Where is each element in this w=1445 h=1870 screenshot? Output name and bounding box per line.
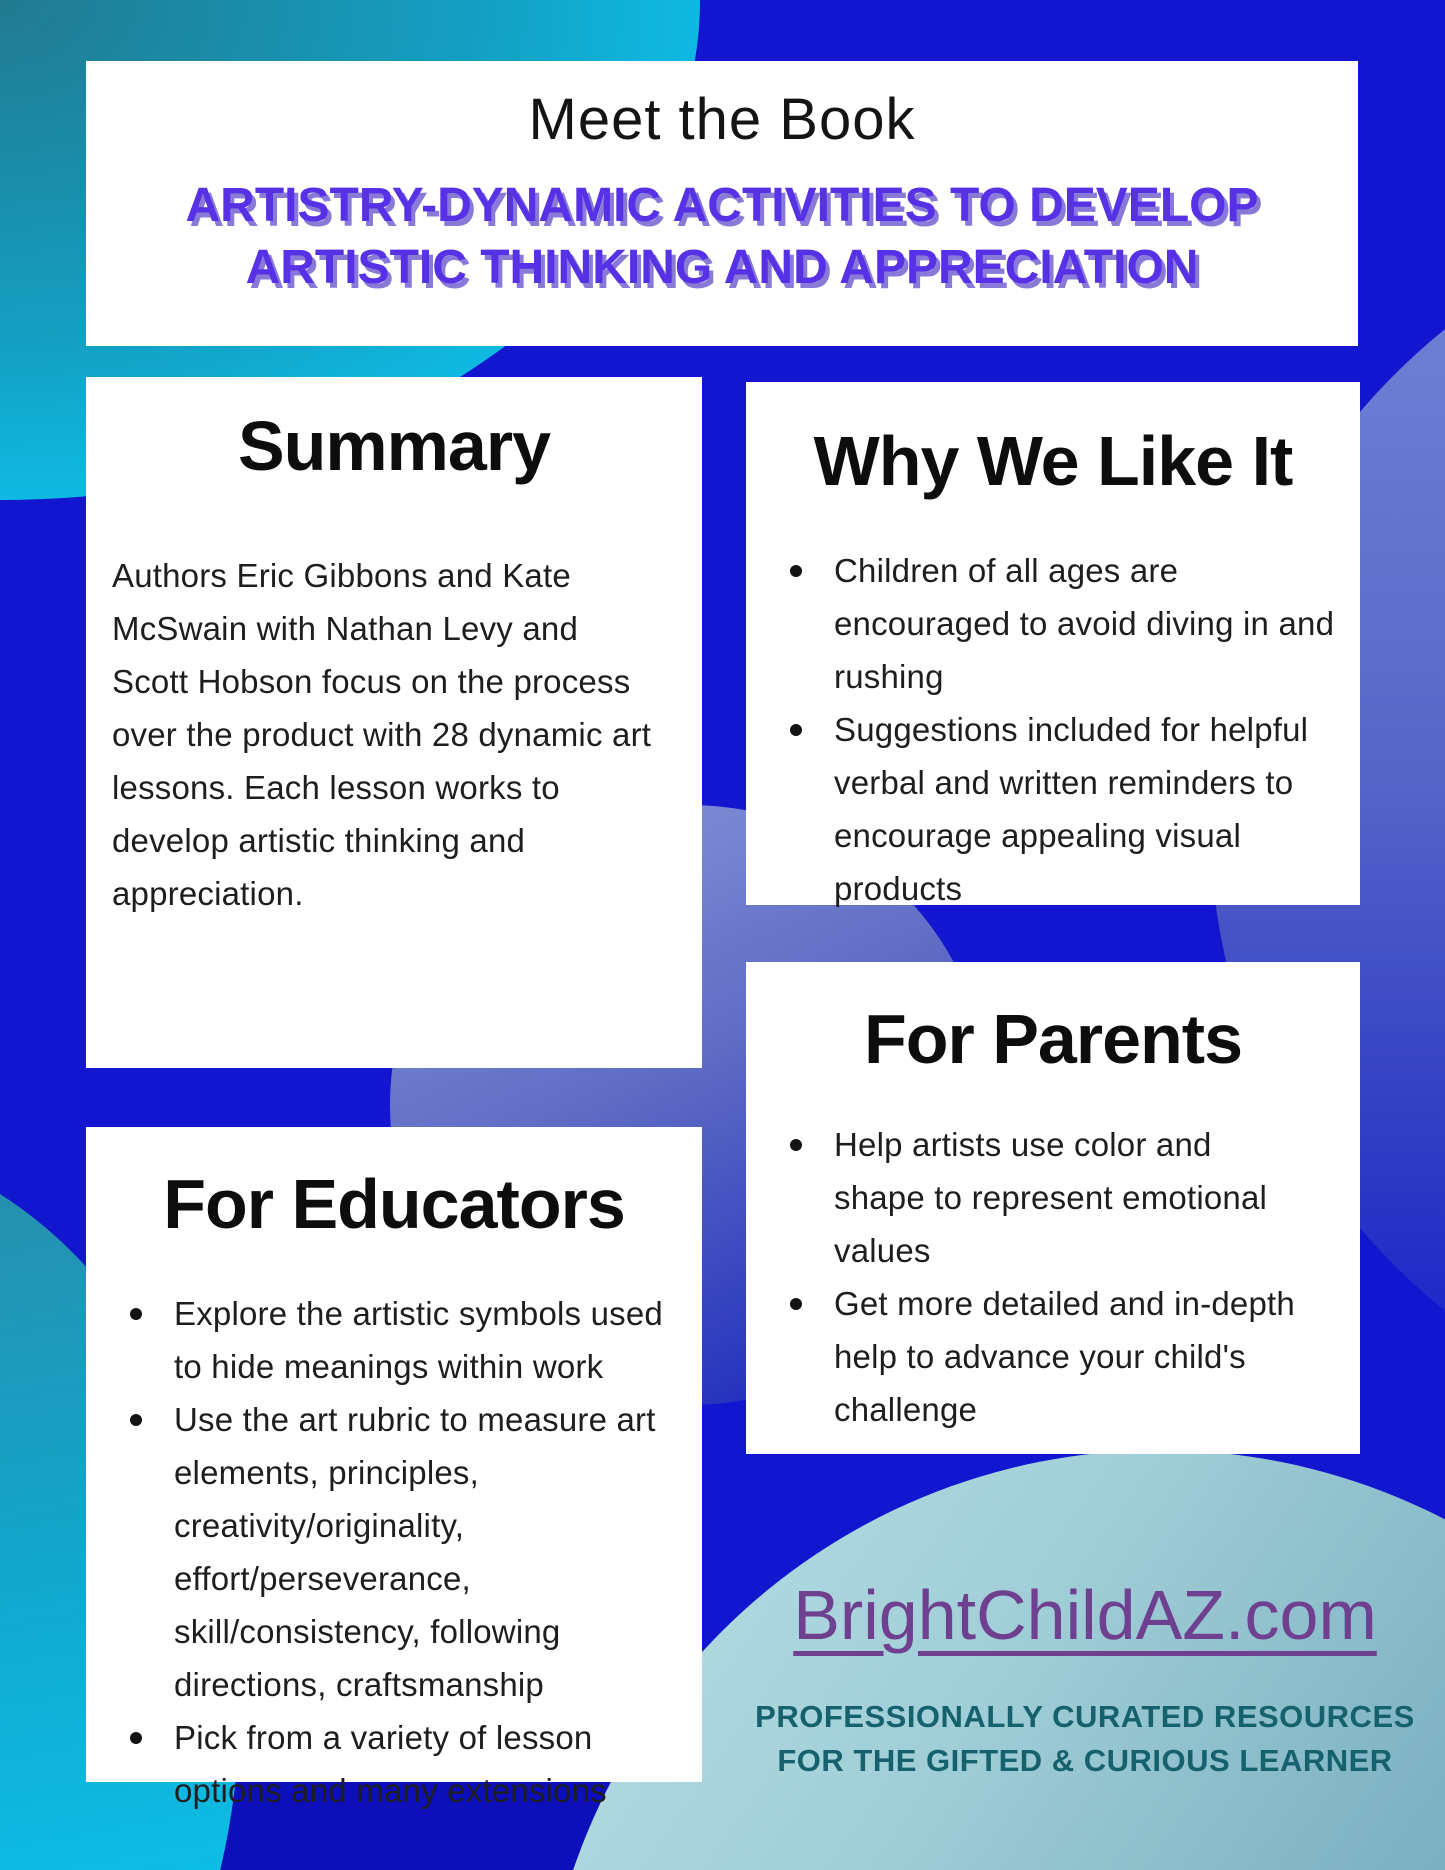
footer-tagline-line-2: FOR THE GIFTED & CURIOUS LEARNER: [777, 1743, 1393, 1778]
summary-card: [86, 377, 702, 1068]
for-parents-heading: For Parents: [864, 1000, 1242, 1078]
book-title-line-2: ARTISTIC THINKING AND APPRECIATION: [245, 241, 1199, 294]
for-parents-card: [746, 962, 1360, 1454]
for-educators-list: [86, 1287, 702, 1817]
bullet-dot-icon: [130, 1308, 142, 1320]
why-we-like-it-heading: Why We Like It: [813, 422, 1293, 500]
footer: [725, 1575, 1445, 1783]
bullet-item: [130, 1711, 702, 1817]
bullet-text: Suggestions included for helpful verbal and written reminders to encourage appealing visual products: [834, 711, 1309, 907]
bullet-item: [130, 1393, 702, 1711]
bullet-text: Use the art rubric to measure art elements, principles, creativity/originality, effort/perseverance, skill/consistency, following directions, craftsmanship: [174, 1401, 656, 1703]
bullet-item: [130, 1287, 702, 1393]
bullet-text: Help artists use color and shape to represent emotional values: [834, 1126, 1268, 1269]
for-educators-heading: For Educators: [163, 1165, 625, 1243]
bullet-dot-icon: [790, 1298, 802, 1310]
for-parents-list: [746, 1118, 1360, 1436]
book-title-line-1: ARTISTRY-DYNAMIC ACTIVITIES TO DEVELOP: [185, 179, 1259, 232]
bullet-text: Pick from a variety of lesson options and many extensions: [174, 1719, 607, 1809]
for-educators-card: [86, 1127, 702, 1809]
bullet-dot-icon: [130, 1414, 142, 1426]
why-we-like-it-list: [746, 544, 1360, 915]
bullet-text: Children of all ages are encouraged to avoid diving in and rushing: [834, 552, 1335, 695]
book-title: [96, 175, 1348, 299]
bullet-text: Explore the artistic symbols used to hide meanings within work: [174, 1295, 663, 1385]
bullet-dot-icon: [790, 724, 802, 736]
eyebrow-meet-the-book: Meet the Book: [528, 87, 916, 152]
bullet-dot-icon: [790, 565, 802, 577]
bullet-text: Get more detailed and in-depth help to advance your child's challenge: [834, 1285, 1295, 1428]
bullet-item: [790, 1118, 1360, 1277]
summary-heading: Summary: [237, 407, 551, 485]
summary-paragraph: Authors Eric Gibbons and Kate McSwain with Nathan Levy and Scott Hobson focus on the process over the product with 28 dynamic art lessons. Each lesson works to develop artistic thinking and appreciation.: [112, 557, 652, 912]
footer-tagline-line-1: PROFESSIONALLY CURATED RESOURCES: [755, 1699, 1415, 1734]
bullet-dot-icon: [130, 1732, 142, 1744]
why-we-like-it-card: [746, 382, 1360, 905]
brightchildaz-link[interactable]: BrightChildAZ.com: [793, 1576, 1377, 1654]
header-card: [86, 61, 1358, 346]
bullet-dot-icon: [790, 1139, 802, 1151]
bullet-item: [790, 703, 1360, 915]
bullet-item: [790, 1277, 1360, 1436]
footer-tagline: [725, 1695, 1445, 1783]
bullet-item: [790, 544, 1360, 703]
